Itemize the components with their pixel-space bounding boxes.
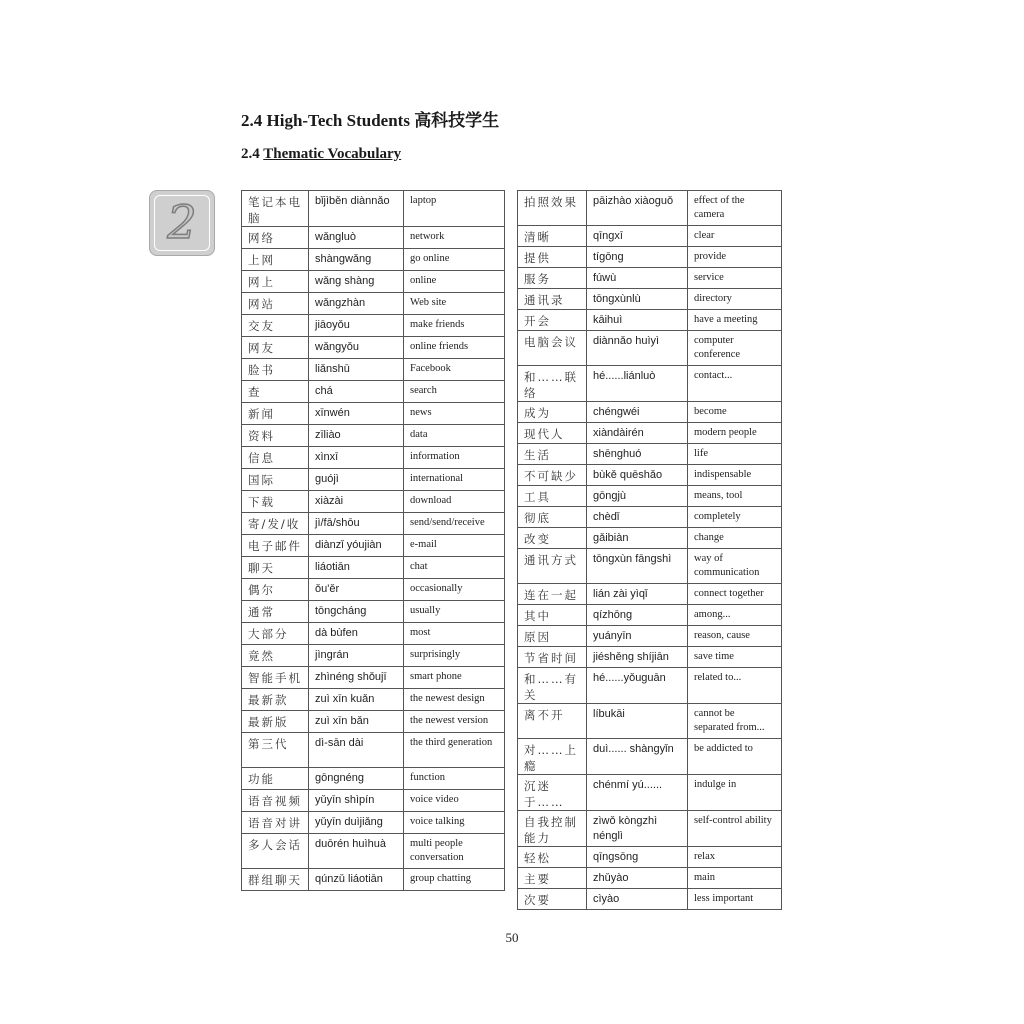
pinyin: guójì <box>309 469 404 491</box>
english-meaning: send/send/receive <box>404 513 505 535</box>
vocab-row <box>242 491 505 513</box>
pinyin: shēnghuó <box>587 444 688 465</box>
chinese-term: 不可缺少 <box>518 465 587 486</box>
pinyin: wǎngluò <box>309 227 404 249</box>
pinyin: wǎngyǒu <box>309 337 404 359</box>
pinyin: duì...... shàngyǐn <box>587 739 688 775</box>
page-number: 50 <box>505 930 519 945</box>
chinese-term: 离不开 <box>518 704 587 739</box>
english-meaning: computer conference <box>688 331 782 366</box>
vocab-row <box>242 601 505 623</box>
vocab-row <box>518 247 782 268</box>
vocab-row <box>518 739 782 775</box>
english-meaning: save time <box>688 647 782 668</box>
pinyin: chèdǐ <box>587 507 688 528</box>
section-title: 2.4 High-Tech Students 高科技学生 <box>241 111 500 130</box>
pinyin: liǎnshū <box>309 359 404 381</box>
pinyin: jiāoyǒu <box>309 315 404 337</box>
english-meaning: provide <box>688 247 782 268</box>
chinese-term: 聊天 <box>242 557 309 579</box>
pinyin: pāizhào xiàoguǒ <box>587 191 688 226</box>
pinyin: zīliào <box>309 425 404 447</box>
pinyin: shàngwǎng <box>309 249 404 271</box>
chinese-term: 智能手机 <box>242 667 309 689</box>
chinese-term: 查 <box>242 381 309 403</box>
vocab-row <box>518 465 782 486</box>
pinyin: hé......liánluò <box>587 366 688 402</box>
chinese-term: 清晰 <box>518 226 587 247</box>
chinese-term: 网络 <box>242 227 309 249</box>
chinese-term: 通讯方式 <box>518 549 587 584</box>
pinyin: ǒu'ěr <box>309 579 404 601</box>
english-meaning: multi people conversation <box>404 834 505 869</box>
english-meaning: main <box>688 868 782 889</box>
pinyin: xìnxī <box>309 447 404 469</box>
section-subtitle <box>241 146 401 163</box>
vocab-row <box>242 557 505 579</box>
vocab-row <box>242 768 505 790</box>
pinyin: líbukāi <box>587 704 688 739</box>
pinyin: diànnǎo huìyì <box>587 331 688 366</box>
english-meaning: function <box>404 768 505 790</box>
vocab-row <box>242 227 505 249</box>
english-meaning: international <box>404 469 505 491</box>
english-meaning: effect of the camera <box>688 191 782 226</box>
vocab-table-left <box>241 190 505 891</box>
english-meaning: make friends <box>404 315 505 337</box>
english-meaning: voice talking <box>404 812 505 834</box>
vocab-row <box>518 584 782 605</box>
english-meaning: self-control ability <box>688 811 782 847</box>
vocab-row <box>242 711 505 733</box>
pinyin: jiéshěng shíjiān <box>587 647 688 668</box>
english-meaning: go online <box>404 249 505 271</box>
english-meaning: clear <box>688 226 782 247</box>
pinyin: lián zài yìqǐ <box>587 584 688 605</box>
vocab-row <box>242 667 505 689</box>
vocab-row <box>242 249 505 271</box>
vocab-row <box>242 689 505 711</box>
english-meaning: information <box>404 447 505 469</box>
vocab-row <box>518 366 782 402</box>
pinyin: chéngwéi <box>587 402 688 423</box>
chinese-term: 节省时间 <box>518 647 587 668</box>
english-meaning: service <box>688 268 782 289</box>
pinyin: tígōng <box>587 247 688 268</box>
english-meaning: smart phone <box>404 667 505 689</box>
chinese-term: 资料 <box>242 425 309 447</box>
chinese-term: 竟然 <box>242 645 309 667</box>
chinese-term: 轻松 <box>518 847 587 868</box>
chinese-term: 和……有关 <box>518 668 587 704</box>
pinyin: dì-sān dài <box>309 733 404 768</box>
english-meaning: network <box>404 227 505 249</box>
pinyin: tōngcháng <box>309 601 404 623</box>
pinyin: qīngsōng <box>587 847 688 868</box>
vocab-row <box>242 315 505 337</box>
english-meaning: connect together <box>688 584 782 605</box>
chinese-term: 次要 <box>518 889 587 910</box>
english-meaning: data <box>404 425 505 447</box>
english-meaning: download <box>404 491 505 513</box>
english-meaning: indulge in <box>688 775 782 811</box>
english-meaning: news <box>404 403 505 425</box>
vocab-row <box>242 834 505 869</box>
vocab-row <box>518 528 782 549</box>
chinese-term: 通讯录 <box>518 289 587 310</box>
vocab-row <box>242 869 505 891</box>
chinese-term: 自我控制能力 <box>518 811 587 847</box>
chinese-term: 脸书 <box>242 359 309 381</box>
chinese-term: 通常 <box>242 601 309 623</box>
chinese-term: 偶尔 <box>242 579 309 601</box>
chinese-term: 改变 <box>518 528 587 549</box>
pinyin: yuányīn <box>587 626 688 647</box>
chinese-term: 交友 <box>242 315 309 337</box>
chinese-term: 功能 <box>242 768 309 790</box>
pinyin: bùkě quēshǎo <box>587 465 688 486</box>
vocab-row <box>242 790 505 812</box>
vocab-row <box>518 811 782 847</box>
english-meaning: directory <box>688 289 782 310</box>
english-meaning: e-mail <box>404 535 505 557</box>
chapter-number: 2 <box>167 195 197 249</box>
pinyin: cìyào <box>587 889 688 910</box>
chinese-term: 现代人 <box>518 423 587 444</box>
english-meaning: become <box>688 402 782 423</box>
vocab-row <box>518 423 782 444</box>
vocab-row <box>242 623 505 645</box>
pinyin: qīngxī <box>587 226 688 247</box>
pinyin: tōngxùnlù <box>587 289 688 310</box>
vocab-row <box>518 310 782 331</box>
vocab-row <box>242 579 505 601</box>
vocab-row <box>518 605 782 626</box>
english-meaning: online <box>404 271 505 293</box>
english-meaning: surprisingly <box>404 645 505 667</box>
pinyin: chá <box>309 381 404 403</box>
english-meaning: less important <box>688 889 782 910</box>
pinyin: zhìnéng shǒujī <box>309 667 404 689</box>
vocab-row <box>518 268 782 289</box>
vocab-row <box>242 425 505 447</box>
vocab-row <box>518 847 782 868</box>
english-meaning: be addicted to <box>688 739 782 775</box>
chinese-term: 彻底 <box>518 507 587 528</box>
pinyin: tōngxùn fāngshì <box>587 549 688 584</box>
chinese-term: 语音对讲 <box>242 812 309 834</box>
vocab-row <box>242 293 505 315</box>
chinese-term: 多人会话 <box>242 834 309 869</box>
vocab-row <box>518 775 782 811</box>
english-meaning: Web site <box>404 293 505 315</box>
english-meaning: laptop <box>404 191 505 227</box>
chinese-term: 提供 <box>518 247 587 268</box>
vocab-row <box>242 535 505 557</box>
vocab-row <box>518 889 782 910</box>
chinese-term: 沉迷于…… <box>518 775 587 811</box>
chinese-term: 电脑会议 <box>518 331 587 366</box>
english-meaning: the newest design <box>404 689 505 711</box>
english-meaning: cannot be separated from... <box>688 704 782 739</box>
chinese-term: 信息 <box>242 447 309 469</box>
english-meaning: completely <box>688 507 782 528</box>
chinese-term: 开会 <box>518 310 587 331</box>
vocab-row <box>242 403 505 425</box>
english-meaning: have a meeting <box>688 310 782 331</box>
pinyin: xiàzài <box>309 491 404 513</box>
chinese-term: 电子邮件 <box>242 535 309 557</box>
vocab-row <box>518 191 782 226</box>
english-meaning: among... <box>688 605 782 626</box>
chinese-term: 工具 <box>518 486 587 507</box>
chinese-term: 语音视频 <box>242 790 309 812</box>
pinyin: diànzǐ yóujiàn <box>309 535 404 557</box>
vocab-row <box>242 381 505 403</box>
english-meaning: usually <box>404 601 505 623</box>
vocab-row <box>518 868 782 889</box>
pinyin: bǐjìběn diànnǎo <box>309 191 404 227</box>
chinese-term: 主要 <box>518 868 587 889</box>
english-meaning: most <box>404 623 505 645</box>
pinyin: zìwǒ kòngzhì nénglì <box>587 811 688 847</box>
chinese-term: 最新版 <box>242 711 309 733</box>
pinyin: liáotiān <box>309 557 404 579</box>
vocab-row <box>242 271 505 293</box>
english-meaning: search <box>404 381 505 403</box>
english-meaning: reason, cause <box>688 626 782 647</box>
chinese-term: 新闻 <box>242 403 309 425</box>
vocab-row <box>518 331 782 366</box>
chinese-term: 原因 <box>518 626 587 647</box>
english-meaning: the third generation <box>404 733 505 768</box>
pinyin: fúwù <box>587 268 688 289</box>
english-meaning: way of communication <box>688 549 782 584</box>
subtitle-underlined: Thematic Vocabulary <box>263 146 402 162</box>
english-meaning: chat <box>404 557 505 579</box>
chinese-term: 服务 <box>518 268 587 289</box>
chinese-term: 网上 <box>242 271 309 293</box>
subtitle-prefix: 2.4 <box>241 146 264 162</box>
chinese-term: 笔记本电脑 <box>242 191 309 227</box>
vocab-row <box>518 444 782 465</box>
chinese-term: 大部分 <box>242 623 309 645</box>
vocab-row <box>518 549 782 584</box>
pinyin: chénmí yú...... <box>587 775 688 811</box>
vocab-row <box>242 337 505 359</box>
pinyin: jì/fā/shōu <box>309 513 404 535</box>
pinyin: yǔyīn duìjiǎng <box>309 812 404 834</box>
pinyin: gōngnéng <box>309 768 404 790</box>
pinyin: gōngjù <box>587 486 688 507</box>
english-meaning: related to... <box>688 668 782 704</box>
pinyin: zuì xīn bǎn <box>309 711 404 733</box>
pinyin: gǎibiàn <box>587 528 688 549</box>
chinese-term: 其中 <box>518 605 587 626</box>
pinyin: xīnwén <box>309 403 404 425</box>
pinyin: duōrén huìhuà <box>309 834 404 869</box>
chinese-term: 网友 <box>242 337 309 359</box>
vocab-row <box>242 447 505 469</box>
chinese-term: 寄/发/收 <box>242 513 309 535</box>
chinese-term: 下载 <box>242 491 309 513</box>
chinese-term: 最新款 <box>242 689 309 711</box>
english-meaning: voice video <box>404 790 505 812</box>
pinyin: wǎng shàng <box>309 271 404 293</box>
english-meaning: Facebook <box>404 359 505 381</box>
chinese-term: 生活 <box>518 444 587 465</box>
english-meaning: modern people <box>688 423 782 444</box>
vocab-row <box>518 486 782 507</box>
vocab-row <box>518 507 782 528</box>
english-meaning: means, tool <box>688 486 782 507</box>
english-meaning: indispensable <box>688 465 782 486</box>
pinyin: qúnzǔ liáotiān <box>309 869 404 891</box>
pinyin: zhǔyào <box>587 868 688 889</box>
vocab-row <box>518 647 782 668</box>
pinyin: hé......yǒuguān <box>587 668 688 704</box>
pinyin: dà bùfen <box>309 623 404 645</box>
english-meaning: occasionally <box>404 579 505 601</box>
vocab-row <box>518 226 782 247</box>
vocab-row <box>518 668 782 704</box>
vocab-table-right <box>517 190 782 910</box>
pinyin: jìngrán <box>309 645 404 667</box>
vocab-row <box>242 513 505 535</box>
vocab-row <box>518 704 782 739</box>
chinese-term: 成为 <box>518 402 587 423</box>
english-meaning: life <box>688 444 782 465</box>
pinyin: zuì xīn kuǎn <box>309 689 404 711</box>
vocab-row <box>518 289 782 310</box>
english-meaning: contact... <box>688 366 782 402</box>
vocab-row <box>242 359 505 381</box>
vocab-row <box>242 645 505 667</box>
english-meaning: change <box>688 528 782 549</box>
english-meaning: group chatting <box>404 869 505 891</box>
pinyin: kāihuì <box>587 310 688 331</box>
chinese-term: 国际 <box>242 469 309 491</box>
vocab-row <box>242 191 505 227</box>
pinyin: qízhōng <box>587 605 688 626</box>
pinyin: xiàndàirén <box>587 423 688 444</box>
vocab-row <box>242 733 505 768</box>
chinese-term: 拍照效果 <box>518 191 587 226</box>
chinese-term: 和……联络 <box>518 366 587 402</box>
english-meaning: online friends <box>404 337 505 359</box>
vocab-row <box>242 812 505 834</box>
chinese-term: 连在一起 <box>518 584 587 605</box>
vocab-row <box>242 469 505 491</box>
vocab-row <box>518 402 782 423</box>
pinyin: wǎngzhàn <box>309 293 404 315</box>
english-meaning: relax <box>688 847 782 868</box>
vocab-row <box>518 626 782 647</box>
chinese-term: 群组聊天 <box>242 869 309 891</box>
chapter-tab <box>149 190 215 256</box>
chinese-term: 网站 <box>242 293 309 315</box>
english-meaning: the newest version <box>404 711 505 733</box>
pinyin: yǔyīn shìpín <box>309 790 404 812</box>
chinese-term: 对……上瘾 <box>518 739 587 775</box>
chinese-term: 上网 <box>242 249 309 271</box>
chinese-term: 第三代 <box>242 733 309 768</box>
